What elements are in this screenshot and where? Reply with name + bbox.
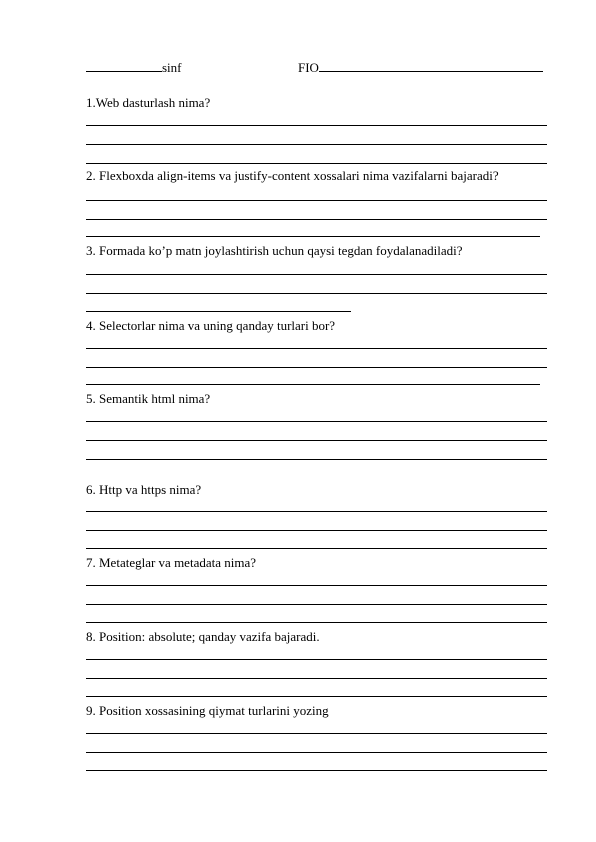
answer-line-4-3[interactable] xyxy=(86,384,540,385)
answer-line-8-2[interactable] xyxy=(86,678,547,679)
question-7: 7. Metateglar va metadata nima? xyxy=(86,555,257,570)
question-8: 8. Position: absolute; qanday vazifa bajaradi. xyxy=(86,629,320,644)
answer-line-5-3[interactable] xyxy=(86,459,547,460)
answer-line-9-2[interactable] xyxy=(86,752,547,753)
answer-line-5-1[interactable] xyxy=(86,421,547,422)
answer-line-1-3[interactable] xyxy=(86,163,547,164)
answer-line-4-1[interactable] xyxy=(86,348,547,349)
question-2: 2. Flexboxda align-items va justify-content xossalari nima vazifalarni bajaradi? xyxy=(86,168,499,183)
answer-line-4-2[interactable] xyxy=(86,367,547,368)
answer-line-5-2[interactable] xyxy=(86,440,547,441)
class-field xyxy=(86,60,182,75)
question-9: 9. Position xossasining qiymat turlarini yozing xyxy=(86,703,329,718)
answer-line-7-2[interactable] xyxy=(86,604,547,605)
name-field xyxy=(298,60,543,75)
answer-line-7-3[interactable] xyxy=(86,622,547,623)
answer-line-6-3[interactable] xyxy=(86,548,547,549)
class-blank[interactable] xyxy=(86,60,162,72)
answer-line-3-2[interactable] xyxy=(86,293,547,294)
answer-line-2-1[interactable] xyxy=(86,200,547,201)
answer-line-9-3[interactable] xyxy=(86,770,547,771)
answer-line-8-3[interactable] xyxy=(86,696,547,697)
class-label: sinf xyxy=(162,60,182,75)
question-3: 3. Formada ko’p matn joylashtirish uchun qaysi tegdan foydalanadiladi? xyxy=(86,243,463,258)
answer-line-1-1[interactable] xyxy=(86,125,547,126)
question-1: 1.Web dasturlash nima? xyxy=(86,95,211,110)
answer-line-2-2[interactable] xyxy=(86,219,547,220)
answer-line-1-2[interactable] xyxy=(86,144,547,145)
question-4: 4. Selectorlar nima va uning qanday turlari bor? xyxy=(86,318,336,333)
answer-line-3-1[interactable] xyxy=(86,274,547,275)
answer-line-2-3[interactable] xyxy=(86,236,540,237)
answer-line-6-2[interactable] xyxy=(86,530,547,531)
question-6: 6. Http va https nima? xyxy=(86,482,202,497)
name-label: FIO xyxy=(298,60,319,75)
name-blank[interactable] xyxy=(319,60,543,72)
answer-line-9-1[interactable] xyxy=(86,733,547,734)
answer-line-3-3[interactable] xyxy=(86,311,351,312)
answer-line-7-1[interactable] xyxy=(86,585,547,586)
question-5: 5. Semantik html nima? xyxy=(86,391,211,406)
answer-line-6-1[interactable] xyxy=(86,511,547,512)
answer-line-8-1[interactable] xyxy=(86,659,547,660)
